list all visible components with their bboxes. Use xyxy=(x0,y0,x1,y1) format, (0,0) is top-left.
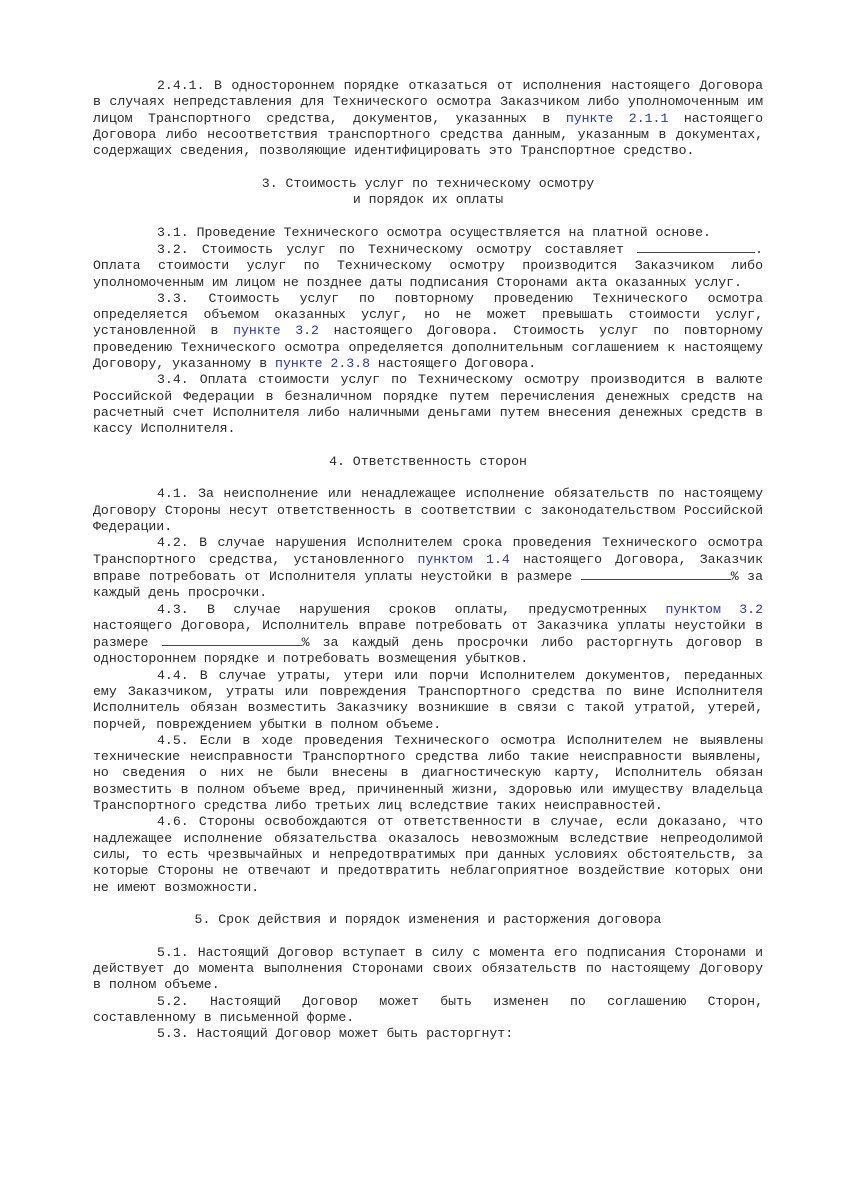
link-clause-2-1-1[interactable]: пункте 2.1.1 xyxy=(565,110,669,126)
paragraph-4-3 xyxy=(93,602,763,668)
paragraph-3-2 xyxy=(93,241,763,291)
paragraph-text: % за каждый день просрочки либо расторгнуть договор в одностороннем порядке и потребовать возмещения убытков. xyxy=(93,635,763,667)
paragraph-text: . Оплата стоимости услуг по Техническому осмотру производится Заказчиком либо уполномоченным им лицом не позднее даты подписания Сторонами акта оказанных услуг. xyxy=(93,241,763,290)
paragraph-3-4: 3.4. Оплата стоимости услуг по Техническому осмотру производится в валюте Российской Федерации в безналичном порядке путем перечисления денежных средств на расчетный счет Исполнителя либо наличными деньгами путем внесения денежных средств в кассу Исполнителя. xyxy=(93,372,763,437)
paragraph-text: 3.3. Стоимость услуг по повторному проведению Технического осмотра определяется объемом оказанных услуг, но не может превышать стоимости услуг, установленной в xyxy=(93,290,763,339)
paragraph-4-6: 4.6. Стороны освобождаются от ответственности в случае, если доказано, что надлежащее исполнение обязательства оказалось невозможным вследствие непреодолимой силы, то есть чрезвычайных и непредотвратимых при данных условиях обстоятельств, за которые Стороны не отвечают и предотвратить неблагоприятное воздействие которых они не имеют возможности. xyxy=(93,814,763,895)
paragraph-text: настоящего Договора, Исполнитель вправе потребовать от Заказчика уплаты неустойки в размере xyxy=(93,617,763,651)
paragraph-text: 2.4.1. В одностороннем порядке отказаться от исполнения настоящего Договора в случаях непредставления для Технического осмотра Заказчиком либо уполномоченным им лицом Транспортного средства, документов, указанных в xyxy=(93,78,763,126)
paragraph-3-1: 3.1. Проведение Технического осмотра осуществляется на платной основе. xyxy=(157,224,711,240)
paragraph-4-1: 4.1. За неисполнение или ненадлежащее исполнение обязательств по настоящему Договору Стороны несут ответственность в соответствии с законодательством Российской Федерации. xyxy=(93,486,763,535)
paragraph-text: настоящего Договора либо несоответствия транспортного средства данным, указанным в документах, содержащих сведения, позволяющие идентифицировать это Транспортное средство. xyxy=(93,110,763,159)
paragraph-5-2: 5.2. Настоящий Договор может быть изменен по соглашению Сторон, составленному в письменной форме. xyxy=(93,993,763,1025)
blank-price-field[interactable] xyxy=(637,241,755,253)
paragraph-text: 4.2. В случае нарушения Исполнителем срока проведения Технического осмотра Транспортного средства, установленного xyxy=(93,535,763,567)
paragraph-5-3: 5.3. Настоящий Договор может быть расторгнут: xyxy=(157,1026,514,1042)
blank-penalty-percent-field[interactable] xyxy=(162,634,302,646)
paragraph-text: 3.2. Стоимость услуг по Техническому осмотру составляет xyxy=(157,241,638,257)
paragraph-4-2 xyxy=(93,535,763,601)
link-clause-2-3-8[interactable]: пункте 2.3.8 xyxy=(275,356,370,372)
section-4-title: 4. Ответственность сторон xyxy=(329,453,527,469)
paragraph-text: % за каждый день просрочки. xyxy=(93,568,763,601)
document-page xyxy=(93,78,763,1043)
paragraph-text: настоящего Договора, Заказчик вправе потребовать от Исполнителя уплаты неустойки в размере xyxy=(93,551,763,584)
paragraph-4-4: 4.4. В случае утраты, утери или порчи Исполнителем документов, переданных ему Заказчиком, утраты или повреждения Транспортного средства по вине Исполнителя Исполнитель обязан возместить Заказчику возникшие в связи с такой утратой, утерей, порчей, повреждением убытки в полном объеме. xyxy=(93,667,763,732)
link-clause-3-2[interactable]: пунктом 3.2 xyxy=(665,601,763,617)
section-3-title-line-1: 3. Стоимость услуг по техническому осмотру xyxy=(261,175,595,191)
paragraph-2-4-1 xyxy=(93,78,763,159)
paragraph-text: 4.3. В случае нарушения сроков оплаты, предусмотренных xyxy=(157,601,666,617)
section-3-title-line-2: и порядок их оплаты xyxy=(352,192,504,208)
blank-penalty-percent-field[interactable] xyxy=(581,568,731,580)
paragraph-3-3 xyxy=(93,291,763,372)
link-clause-1-4[interactable]: пунктом 1.4 xyxy=(417,551,510,567)
link-clause-3-2[interactable]: пункте 3.2 xyxy=(233,323,319,339)
paragraph-text: настоящего Договора. xyxy=(370,356,537,372)
section-5-title: 5. Срок действия и порядок изменения и расторжения договора xyxy=(194,912,662,928)
paragraph-text: настоящего Договора. Стоимость услуг по повторному проведению Технического осмотра определяется дополнительным соглашением к настоящему Договору, указанному в xyxy=(93,323,763,372)
paragraph-4-5: 4.5. Если в ходе проведения Технического осмотра Исполнителем не выявлены технические неисправности Транспортного средства либо такие неисправности выявлены, но сведения о них не были внесены в диагностическую карту, Исполнитель обязан возместить в полном объеме вред, причиненный жизни, здоровью или имуществу владельца Транспортного средства либо третьих лиц вследствие таких неисправностей. xyxy=(93,732,763,814)
paragraph-5-1: 5.1. Настоящий Договор вступает в силу с момента его подписания Сторонами и действует до момента выполнения Сторонами своих обязательств по настоящему Договору в полном объеме. xyxy=(93,944,763,993)
